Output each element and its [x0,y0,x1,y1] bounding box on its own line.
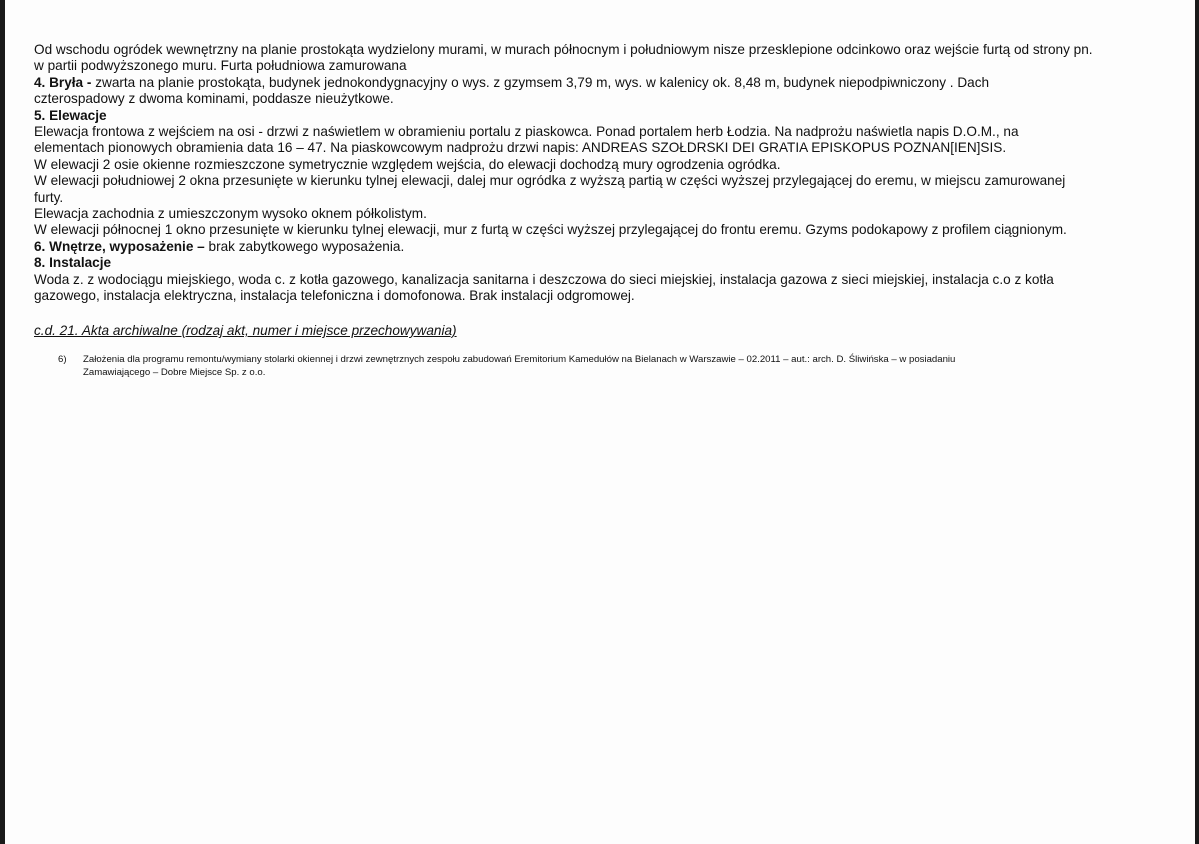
paragraph-line: gazowego, instalacja elektryczna, instalacja telefoniczna i domofonowa. Brak instalacji odgromowej. [34,288,635,304]
paragraph-line: czterospadowy z dwoma kominami, poddasze nieużytkowe. [34,91,394,107]
section-heading: 6. Wnętrze, wyposażenie – [34,238,205,254]
footnote-number: 6) [58,354,67,365]
paragraph-text: brak zabytkowego wyposażenia. [204,238,405,254]
section-wnetrze [34,239,1164,255]
paragraph-line: w partii podwyższonego muru. Furta południowa zamurowana [34,58,407,74]
section-bryla [34,75,1164,91]
footnote-text [83,353,955,379]
paragraph-text: zwarta na planie prostokąta, budynek jednokondygnacyjny o wys. z gzymsem 3,79 m, wys. w kalenicy ok. 8,48 m, budynek niepodpiwniczony . Dach [91,74,990,90]
paragraph-line: Woda z. z wodociągu miejskiego, woda c. z kotła gazowego, kanalizacja sanitarna i deszczowa do sieci miejskiej, instalacja gazowa z sieci miejskiej, instalacja c.o z kotła [34,271,1054,287]
scan-border-left [0,0,5,844]
section-heading: 8. Instalacje [34,255,112,271]
section-heading: 4. Bryła - [34,74,92,90]
paragraph-line: W elewacji południowej 2 okna przesunięte w kierunku tylnej elewacji, dalej mur ogródka z wyższą partią w części wyższej przylegającej do eremu, w miejscu zamurowanej [34,173,1066,189]
scan-border-right [1195,0,1199,844]
footnote-line: Założenia dla programu remontu/wymiany stolarki okiennej i drzwi zewnętrznych zespołu zabudowań Eremitorium Kamedułów na Bielanach w Warszawie – 02.2011 – aut.: arch. D. Śliwińska – w posiadaniu [83,354,956,365]
paragraph-line: elementach pionowych obramienia data 16 – 47. Na piaskowcowym nadprożu drzwi napis: ANDREAS SZOŁDRSKI DEI GRATIA EPISKOPUS POZNAN[IEN]SIS. [34,140,1007,156]
description-body [34,42,1164,305]
paragraph-line: Elewacja zachodnia z umieszczonym wysoko oknem półkolistym. [34,206,427,222]
paragraph-line: furty. [34,189,64,205]
paragraph-line: W elewacji północnej 1 okno przesunięte w kierunku tylnej elewacji, mur z furtą w części wyższej przylegającej do frontu eremu. Gzyms podokapowy z profilem ciągnionym. [34,222,1067,238]
section-heading: 5. Elewacje [34,107,107,123]
paragraph-line: Elewacja frontowa z wejściem na osi - drzwi z naświetlem w obramieniu portalu z piaskowca. Ponad portalem herb Łodzia. Na nadprożu naświetla napis D.O.M., na [34,124,1019,140]
archive-heading: c.d. 21. Akta archiwalne (rodzaj akt, numer i miejsce przechowywania) [34,323,457,338]
paragraph-line: Od wschodu ogródek wewnętrzny na planie prostokąta wydzielony murami, w murach północnym i południowym nisze przesklepione odcinkowo oraz wejście furtą od strony pn. [34,42,1093,57]
footnote-line: Zamawiającego – Dobre Miejsce Sp. z o.o. [83,367,266,379]
paragraph-line: W elewacji 2 osie okienne rozmieszczone symetrycznie względem wejścia, do elewacji dochodzą mury ogrodzenia ogródka. [34,156,781,172]
